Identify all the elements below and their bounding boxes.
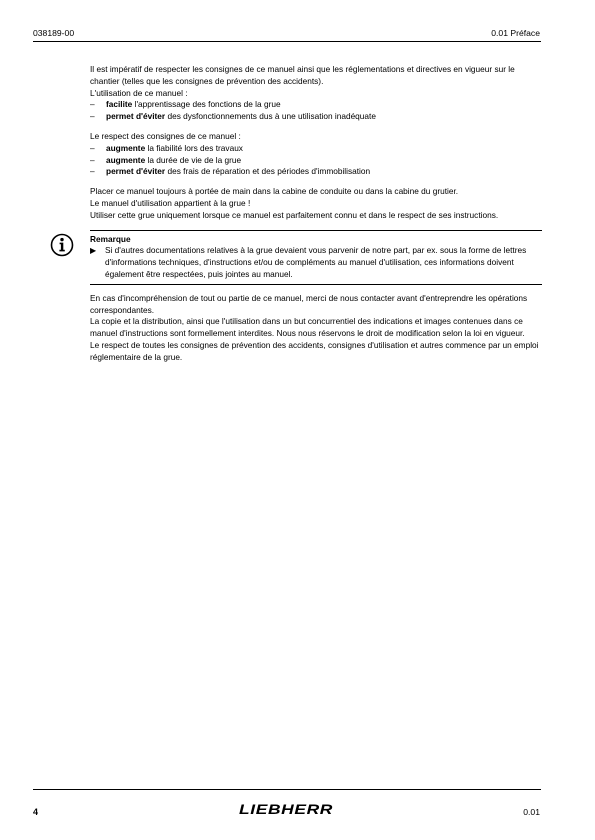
footer-version: 0.01 [523, 807, 540, 817]
item-text: l'apprentissage des fonctions de la grue [132, 99, 281, 110]
header-rule [33, 41, 541, 42]
dash-marker: – [90, 142, 95, 153]
closing-line-2: La copie et la distribution, ainsi que l'utilisation dans un but concurrentiel des indications et images contenues dans ce manuel d'instructions sont formellement interdites. Nous nous réservons le droit de modification selon la loi en vigueur. [90, 316, 525, 339]
bold-term: augmente [106, 142, 146, 153]
list-item [90, 111, 542, 123]
note-item [90, 245, 542, 280]
note-title: Remarque [90, 233, 131, 244]
usage-intro: L'utilisation de ce manuel : [90, 87, 188, 98]
info-icon [50, 233, 74, 257]
placement-line-2: Le manuel d'utilisation appartient à la grue ! [90, 197, 251, 208]
header-doc-number: 038189-00 [33, 28, 75, 38]
dash-marker: – [90, 154, 95, 165]
note-text: Si d'autres documentations relatives à la grue devaient vous parvenir de notre part, par ex. sous la forme de lettres d'informations techniques, d'instructions et/ou de compléments au manuel d'utilisation, ces informations doivent également être respectées, puis jointes au manuel. [105, 245, 527, 279]
list-item [90, 99, 542, 111]
bold-term: facilite [106, 99, 133, 110]
intro-paragraph: Il est impératif de respecter les consignes de ce manuel ainsi que les réglementations et directives en vigueur sur le chantier (telles que les consignes de prévention des accidents). [90, 64, 515, 86]
item-text: la fiabilité lors des travaux [145, 142, 243, 153]
item-text: des frais de réparation et des périodes d'immobilisation [165, 166, 371, 177]
list-item [90, 166, 542, 178]
page-number: 4 [33, 807, 39, 817]
placement-line-3: Utiliser cette grue uniquement lorsque ce manuel est parfaitement connu et dans le respect de ses instructions. [90, 209, 499, 220]
note-box [90, 230, 542, 285]
dash-marker: – [90, 99, 95, 110]
placement-line-1: Placer ce manuel toujours à portée de main dans la cabine de conduite ou dans la cabine du grutier. [90, 186, 459, 197]
bold-term: augmente [106, 154, 146, 165]
bold-term: permet d'éviter [106, 166, 166, 177]
footer-rule [33, 789, 541, 790]
list-item [90, 155, 542, 167]
list-item [90, 143, 542, 155]
item-text: des dysfonctionnements dus à une utilisation inadéquate [165, 111, 376, 122]
closing-line-3: Le respect de toutes les consignes de prévention des accidents, consignes d'utilisation et autres commence par un emploi réglementaire de la grue. [90, 339, 539, 362]
header-section-title: 0.01 Préface [491, 28, 540, 38]
play-triangle-icon: ▶ [90, 246, 97, 256]
page-content [90, 64, 542, 364]
closing-line-1: En cas d'incompréhension de tout ou partie de ce manuel, merci de nous contacter avant d'entreprendre les opérations correspondantes. [90, 292, 528, 315]
svg-text:LIEBHERR: LIEBHERR [239, 802, 334, 816]
liebherr-logo [238, 802, 334, 816]
dash-marker: – [90, 111, 95, 122]
item-text: la durée de vie de la grue [145, 154, 242, 165]
bold-term: permet d'éviter [106, 111, 166, 122]
dash-marker: – [90, 166, 95, 177]
respect-intro: Le respect des consignes de ce manuel : [90, 130, 241, 141]
